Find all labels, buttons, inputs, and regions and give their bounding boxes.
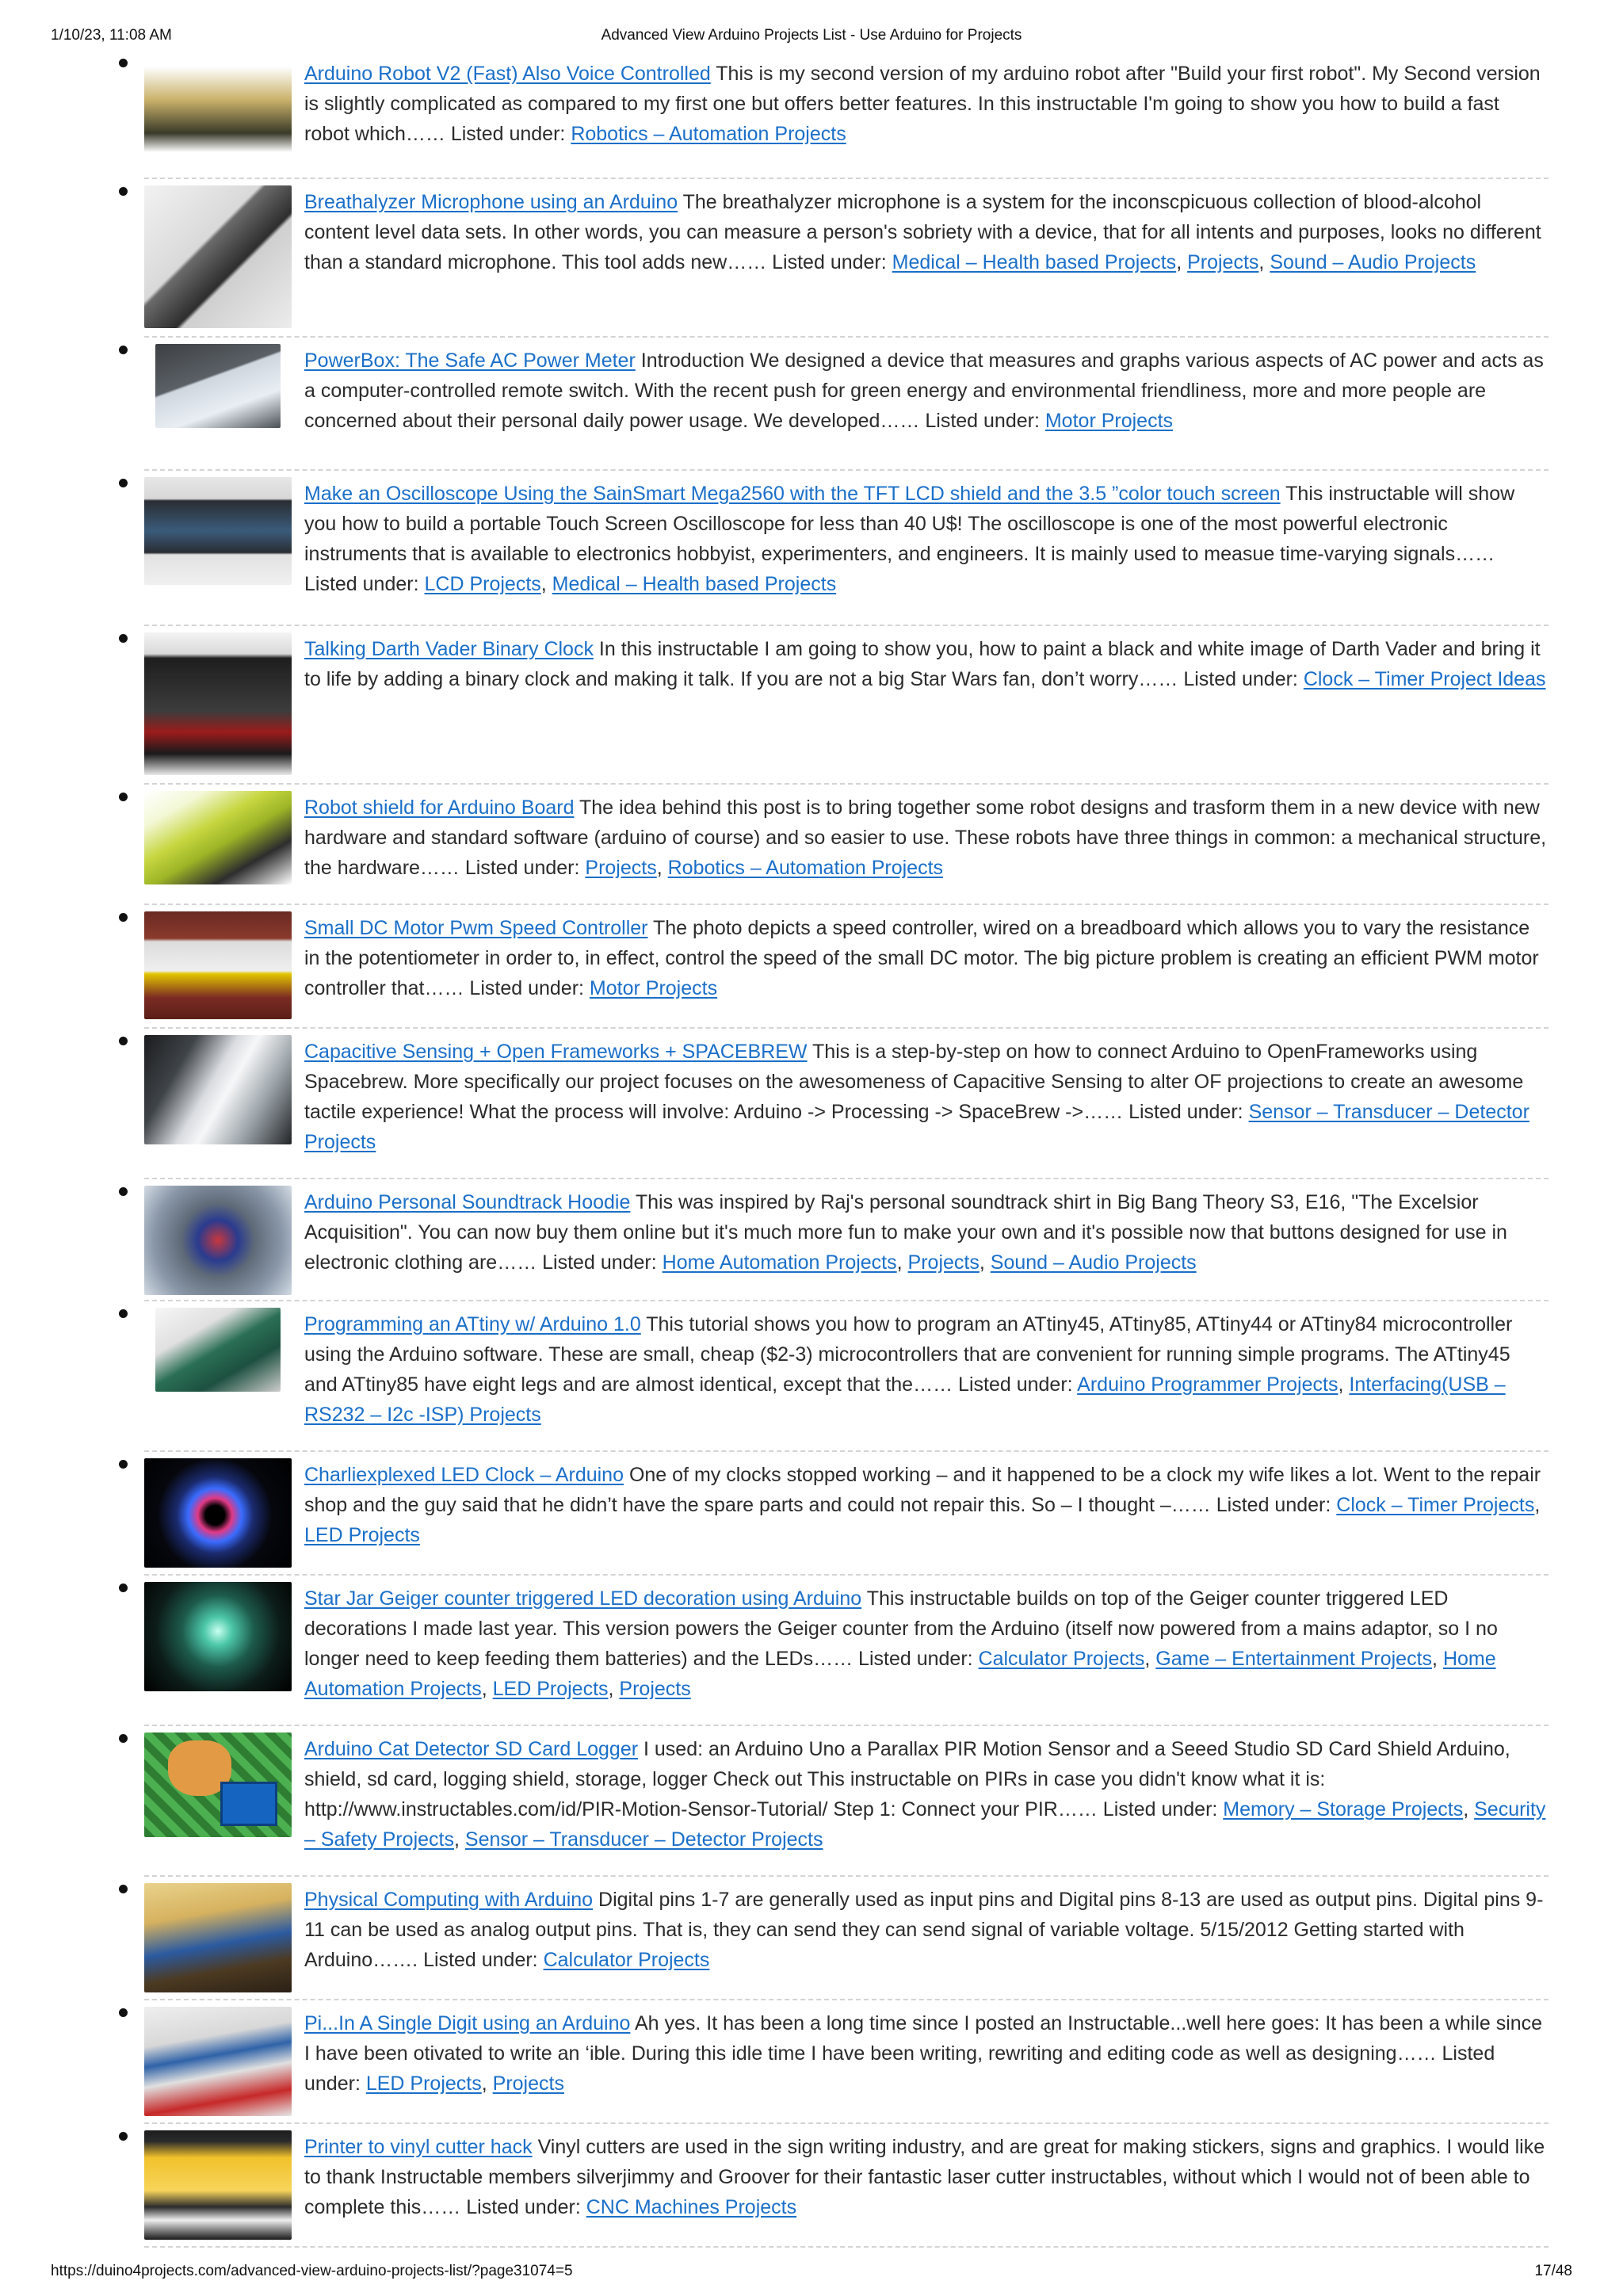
print-header	[51, 27, 1572, 51]
project-description: Introduction We designed a device that measures and graphs various aspects of AC power and acts as a computer-controlled remote switch. With the recent push for green energy and environmental friendliness, more and more people are concerned about their personal daily power usage. We developed……	[304, 350, 1544, 432]
category-link[interactable]: LED Projects	[365, 2073, 482, 2095]
listed-under-label: Listed under:	[423, 1949, 538, 1971]
category-link[interactable]: Sound – Audio Projects	[990, 1251, 1197, 1274]
bullet-icon	[119, 1187, 128, 1196]
project-description: One of my clocks stopped working – and it happened to be a clock my wife likes a lot. Went to the repair shop and the guy said that he didn’t have the spare parts and could not repair this. So – I thought –……	[304, 1464, 1541, 1516]
project-thumbnail[interactable]	[144, 2007, 292, 2116]
listed-under-label: Listed under:	[466, 2196, 581, 2218]
bullet-icon	[119, 59, 128, 67]
project-thumbnail[interactable]	[144, 632, 292, 775]
list-item	[144, 1179, 1549, 1301]
category-link[interactable]: Projects	[907, 1251, 980, 1274]
project-title-link[interactable]: Star Jar Geiger counter triggered LED decoration using Arduino	[304, 1587, 862, 1610]
project-thumbnail[interactable]	[144, 791, 292, 884]
bullet-icon	[119, 479, 128, 487]
listed-under-label: Listed under:	[1183, 668, 1298, 690]
listed-under-label: Listed under:	[925, 410, 1040, 432]
project-entry	[304, 1037, 1549, 1157]
project-description: Digital pins 1-7 are generally used as input pins and Digital pins 8-13 are used as output pins. Digital pins 9-11 can be used as analog output pins. That is, they can send they can send signal of variable voltage. 5/15/2012 Getting started with Arduino…….	[304, 1889, 1544, 1971]
category-link[interactable]: Calculator Projects	[543, 1949, 710, 1971]
category-link[interactable]: Sensor – Transducer – Detector Projects	[304, 1101, 1529, 1153]
bullet-icon	[119, 1885, 128, 1893]
print-datetime: 1/10/23, 11:08 AM	[51, 27, 172, 44]
project-title-link[interactable]: Robot shield for Arduino Board	[304, 797, 575, 819]
list-item	[144, 905, 1549, 1029]
project-entry: Breathalyzer Microphone using an Arduino The breathalyzer microphone is a system for the inconscpicuous collection of blood-alcohol content level data sets. In other words, you can measure a person's sobriety with a device, that for all intents and purposes, looks no different than a standard microphone. This tool adds new…… Listed under: Medical – Health based Projects, Projects, Sound – Audio Projects	[304, 191, 1541, 273]
category-link[interactable]: Robotics – Automation Projects	[667, 857, 944, 879]
category-link[interactable]: Home Automation Projects	[304, 1648, 1496, 1700]
category-link[interactable]: Arduino Programmer Projects	[1077, 1373, 1338, 1396]
category-link[interactable]: Projects	[492, 2073, 564, 2095]
project-title-link[interactable]: Programming an ATtiny w/ Arduino 1.0	[304, 1313, 641, 1335]
project-title-link[interactable]: Capacitive Sensing + Open Frameworks + SPACEBREW	[304, 1041, 808, 1063]
project-thumbnail[interactable]	[144, 911, 292, 1019]
project-title-link[interactable]: Small DC Motor Pwm Speed Controller	[304, 917, 648, 939]
listed-under-label: Listed under:	[542, 1251, 657, 1274]
bullet-icon	[119, 346, 128, 354]
project-thumbnail[interactable]	[144, 1582, 292, 1691]
list-item	[144, 785, 1549, 905]
project-title-link[interactable]: Physical Computing with Arduino	[304, 1889, 594, 1911]
category-link[interactable]: CNC Machines Projects	[586, 2196, 797, 2218]
project-description: In this instructable I am going to show you, how to paint a black and white image of Darth Vader and bring it to life by adding a binary clock and making it talk. If you are not a big Star Wars fan, don’t worry……	[304, 638, 1541, 690]
project-entry: Arduino Cat Detector SD Card Logger I used: an Arduino Uno a Parallax PIR Motion Sensor and a Seeed Studio SD Card Shield Arduino, shield, sd card, logging shield, storage, logger Check out This instructable on PIRs in case you didn't know what it is: http://www.instructables.com/id/PIR-Motion-Sensor-Tutorial/ Step 1: Connect your PIR…… Listed under: Memory – Storage Projects, Security – Safety Projects, Sensor – Transducer – Detector Projects	[304, 1738, 1546, 1851]
project-entry: Robot shield for Arduino Board The idea behind this post is to bring together some robot designs and trasform them in a new device with new hardware and standard software (arduino of course) and so easier to use. These robots have three things in common: a mechanical structure, the hardware…… Listed under: Projects, Robotics – Automation Projects	[304, 797, 1547, 879]
project-description: The photo depicts a speed controller, wired on a breadboard which allows you to vary the resistance in the potentiometer in order to, in effect, control the speed of the small DC motor. The big picture problem is creating an efficient PWM motor controller that……	[304, 917, 1539, 999]
project-description: This is a step-by-step on how to connect Arduino to OpenFrameworks using Spacebrew. More specifically our project focuses on the awesomeness of Capacitive Sensing to alter OF projections to create an awesome tactile experience! What the process will involve: Arduino -> Processing -> SpaceBrew ->……	[304, 1041, 1524, 1123]
project-title-link[interactable]: Arduino Robot V2 (Fast) Also Voice Controlled	[304, 63, 711, 85]
category-link[interactable]: Sensor – Transducer – Detector Projects	[464, 1828, 823, 1851]
category-link[interactable]: Interfacing(USB – RS232 – I2c -ISP) Projects	[304, 1373, 1506, 1426]
category-link[interactable]: Security – Safety Projects	[304, 1798, 1546, 1851]
bullet-icon	[119, 793, 128, 801]
listed-under-label: Listed under:	[958, 1373, 1073, 1396]
bullet-icon	[119, 2008, 128, 2017]
project-thumbnail[interactable]	[155, 344, 281, 428]
category-link[interactable]: Game – Entertainment Projects	[1155, 1648, 1433, 1670]
listed-under-label: Listed under:	[469, 977, 584, 999]
project-description: Ah yes. It has been a long time since I posted an Instructable...well here goes: It has been a while since I have been otivated to write an ‘ible. During this idle time I have been writing, rewriting and editing code as well as designing……	[304, 2012, 1543, 2065]
list-item	[144, 1576, 1549, 1726]
print-page-title: Advanced View Arduino Projects List - Use Arduino for Projects	[601, 27, 1022, 44]
category-link[interactable]: LED Projects	[492, 1678, 609, 1700]
bullet-icon	[119, 1460, 128, 1469]
listed-under-label: Listed under:	[450, 123, 566, 145]
category-link[interactable]: Clock – Timer Project Ideas	[1303, 668, 1546, 690]
list-item	[144, 1877, 1549, 2000]
print-url: https://duino4projects.com/advanced-view-arduino-projects-list/?page31074=5	[51, 2263, 573, 2279]
category-link[interactable]: Clock – Timer Projects	[1336, 1494, 1535, 1516]
project-entry: Arduino Personal Soundtrack Hoodie This was inspired by Raj's personal soundtrack shirt in Big Bang Theory S3, E16, "The Excelsior Acquisition". You can now buy them online but it's much more fun to make your own and it's possible now that buttons designed for use in electronic clothing are…… Listed under: Home Automation Projects, Projects, Sound – Audio Projects	[304, 1191, 1507, 1274]
category-link[interactable]: Memory – Storage Projects	[1223, 1798, 1464, 1820]
circuit-board-icon	[220, 1782, 277, 1826]
category-link[interactable]: Motor Projects	[1044, 410, 1174, 432]
listed-under-label: Listed under:	[304, 573, 419, 595]
list-item	[144, 626, 1549, 785]
project-title-link[interactable]: Talking Darth Vader Binary Clock	[304, 638, 594, 660]
listed-under-label: Listed under:	[858, 1648, 973, 1670]
project-title-link[interactable]: Arduino Cat Detector SD Card Logger	[304, 1738, 639, 1760]
list-item	[144, 338, 1549, 471]
project-thumbnail[interactable]	[144, 57, 292, 152]
category-link[interactable]: LED Projects	[304, 1524, 420, 1546]
project-title-link[interactable]: Make an Oscilloscope Using the SainSmart Mega2560 with the TFT LCD shield and the 3.5 ”color touch screen	[304, 483, 1281, 505]
project-title-link[interactable]: PowerBox: The Safe AC Power Meter	[304, 350, 636, 372]
bullet-icon	[119, 2132, 128, 2141]
bullet-icon	[119, 1584, 128, 1592]
project-description: Vinyl cutters are used in the sign writing industry, and are great for making stickers, signs and graphics. I would like to thank Instructable members silverjimmy and Groover for their fantastic laser cutter instructables, without which I would not of been able to complete this……	[304, 2136, 1545, 2218]
category-link[interactable]: Projects	[585, 857, 657, 879]
project-description: This instructable builds on top of the Geiger counter triggered LED decorations I made last year. This version powers the Geiger counter from the Arduino (itself now powered from a mains adaptor, so I no longer need to keep feeding them batteries) and the LEDs……	[304, 1587, 1498, 1670]
project-title-link[interactable]: Pi...In A Single Digit using an Arduino	[304, 2012, 631, 2034]
listed-under-label: Listed under:	[1216, 1494, 1331, 1516]
page-number: 17/48	[1534, 2263, 1572, 2279]
project-title-link[interactable]: Breathalyzer Microphone using an Arduino	[304, 191, 678, 213]
category-link[interactable]: Robotics – Automation Projects	[571, 123, 846, 145]
project-entry	[304, 2132, 1549, 2222]
list-item	[144, 2000, 1549, 2124]
project-entry	[304, 1885, 1549, 1975]
project-entry	[304, 913, 1549, 1003]
project-thumbnail[interactable]	[144, 1733, 292, 1837]
project-description: I used: an Arduino Uno a Parallax PIR Motion Sensor and a Seeed Studio SD Card Shield Arduino, shield, sd card, logging shield, storage, logger Check out This instructable on PIRs in case you didn't know what it is: http://www.instructables.com/id/PIR-Motion-Sensor-Tutorial/ Step 1: Connect your PIR……	[304, 1738, 1510, 1820]
project-description: This is my second version of my arduino robot after "Build your first robot". My Second version is slightly complicated as compared to my first one but offers better features. In this instructable I'm going to show you how to build a fast robot which……	[304, 63, 1541, 145]
project-thumbnail[interactable]	[144, 1883, 292, 1992]
listed-under-label: Listed under:	[1102, 1798, 1218, 1820]
project-thumbnail[interactable]	[144, 2130, 292, 2240]
project-description: The breathalyzer microphone is a system for the inconscpicuous collection of blood-alcohol content level data sets. In other words, you can measure a person's sobriety with a device, that for all intents and purposes, looks no different than a standard microphone. This tool adds new……	[304, 191, 1541, 273]
project-title-link[interactable]: Charliexplexed LED Clock – Arduino	[304, 1464, 624, 1486]
project-title-link[interactable]: Printer to vinyl cutter hack	[304, 2136, 533, 2158]
project-thumbnail[interactable]	[144, 477, 292, 585]
category-link[interactable]: Medical – Health based Projects	[552, 573, 837, 595]
project-thumbnail[interactable]	[155, 1308, 281, 1392]
listed-under-label: Listed under:	[304, 2042, 1495, 2095]
project-thumbnail[interactable]	[144, 1186, 292, 1295]
bullet-icon	[119, 634, 128, 643]
project-entry: Programming an ATtiny w/ Arduino 1.0 This tutorial shows you how to program an ATtiny45, ATtiny85, ATtiny44 or ATtiny84 microcontroller using the Arduino software. These are small, cheap ($2-3) microcontrollers that are convenient for running simple programs. The ATtiny45 and ATtiny85 have eight legs and are almost identical, except that the…… Listed under: Arduino Programmer Projects, Interfacing(USB – RS232 – I2c -ISP) Projects	[304, 1313, 1513, 1426]
project-description: The idea behind this post is to bring together some robot designs and trasform them in a new device with new hardware and standard software (arduino of course) and so easier to use. These robots have three things in common: a mechanical structure, the hardware……	[304, 797, 1547, 879]
listed-under-label: Listed under:	[1128, 1101, 1243, 1123]
project-entry	[304, 346, 1549, 436]
list-item	[144, 471, 1549, 626]
list-item	[144, 51, 1549, 179]
bullet-icon	[119, 187, 128, 196]
project-thumbnail[interactable]	[144, 185, 292, 328]
listed-under-label: Listed under:	[772, 251, 887, 273]
project-title-link[interactable]: Arduino Personal Soundtrack Hoodie	[304, 1191, 631, 1213]
project-thumbnail[interactable]	[144, 1035, 292, 1144]
project-description: This instructable will show you how to build a portable Touch Screen Oscilloscope for less than 40 U$! The oscilloscope is one of the most powerful electronic instruments that is available to electronics hobbyist, experimenters, and engineers. It is mainly used to measue time-varying signals……	[304, 483, 1515, 565]
list-item	[144, 1029, 1549, 1179]
project-entry: Star Jar Geiger counter triggered LED decoration using Arduino This instructable builds on top of the Geiger counter triggered LED decorations I made last year. This version powers the Geiger counter from the Arduino (itself now powered from a mains adaptor, so I no longer need to keep feeding them batteries) and the LEDs…… Listed under: Calculator Projects, Game – Entertainment Projects, Home Automation Projects, LED Projects, Projects	[304, 1587, 1498, 1700]
list-item	[144, 1452, 1549, 1576]
category-link[interactable]: Home Automation Projects	[662, 1251, 897, 1274]
bullet-icon	[119, 913, 128, 922]
list-item	[144, 1301, 1549, 1452]
project-entry	[304, 59, 1549, 149]
list-item	[144, 2124, 1549, 2248]
listed-under-label: Listed under:	[464, 857, 580, 879]
project-entry	[304, 634, 1549, 694]
project-description: This was inspired by Raj's personal soundtrack shirt in Big Bang Theory S3, E16, "The Excelsior Acquisition". You can now buy them online but it's much more fun to make your own and it's possible now that buttons designed for use in electronic clothing are……	[304, 1191, 1507, 1274]
category-link[interactable]: LCD Projects	[424, 573, 541, 595]
category-link[interactable]: Projects	[619, 1678, 691, 1700]
category-link[interactable]: Medical – Health based Projects	[892, 251, 1177, 273]
list-item	[144, 1726, 1549, 1877]
project-entry: Charliexplexed LED Clock – Arduino One of my clocks stopped working – and it happened to be a clock my wife likes a lot. Went to the repair shop and the guy said that he didn’t have the spare parts and could not repair this. So – I thought –…… Listed under: Clock – Timer Projects, LED Projects	[304, 1464, 1541, 1546]
project-list	[144, 51, 1549, 2248]
project-entry: Make an Oscilloscope Using the SainSmart Mega2560 with the TFT LCD shield and the 3.5 ”color touch screen This instructable will show you how to build a portable Touch Screen Oscilloscope for less than 40 U$! The oscilloscope is one of the most powerful electronic instruments that is available to electronics hobbyist, experimenters, and engineers. It is mainly used to measue time-varying signals…… Listed under: LCD Projects, Medical – Health based Projects	[304, 483, 1515, 595]
bullet-icon	[119, 1309, 128, 1318]
category-link[interactable]: Projects	[1187, 251, 1259, 273]
project-thumbnail[interactable]	[144, 1458, 292, 1568]
category-link[interactable]: Motor Projects	[589, 977, 718, 999]
project-description: This tutorial shows you how to program an ATtiny45, ATtiny85, ATtiny44 or ATtiny84 microcontroller using the Arduino software. These are small, cheap ($2-3) microcontrollers that are convenient for running simple programs. The ATtiny45 and ATtiny85 have eight legs and are almost identical, except that the……	[304, 1313, 1513, 1396]
bullet-icon	[119, 1734, 128, 1743]
print-footer	[51, 2263, 1572, 2286]
category-link[interactable]: Calculator Projects	[978, 1648, 1145, 1670]
list-item	[144, 179, 1549, 338]
project-entry: Pi...In A Single Digit using an Arduino Ah yes. It has been a long time since I posted an Instructable...well here goes: It has been a while since I have been otivated to write an ‘ible. During this idle time I have been writing, rewriting and editing code as well as designing…… Listed under: LED Projects, Projects	[304, 2012, 1543, 2095]
category-link[interactable]: Sound – Audio Projects	[1270, 251, 1476, 273]
bullet-icon	[119, 1037, 128, 1045]
